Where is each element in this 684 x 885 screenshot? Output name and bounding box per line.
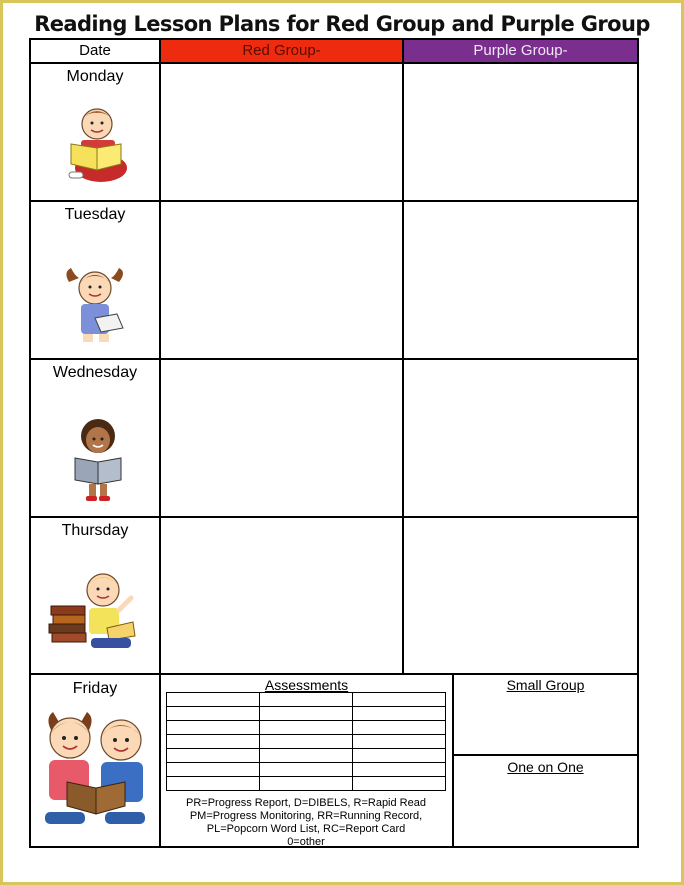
boy-books-icon bbox=[47, 570, 139, 654]
day-label-tuesday: Tuesday bbox=[64, 206, 126, 223]
date-header: Date bbox=[79, 42, 111, 59]
day-label-monday: Monday bbox=[66, 68, 124, 85]
girl-pigtails-reading-icon bbox=[61, 262, 131, 346]
day-label-friday: Friday bbox=[72, 680, 118, 697]
legend-line-2: PM=Progress Monitoring, RR=Running Record, bbox=[189, 810, 423, 822]
red-group-header: Red Group- bbox=[161, 40, 402, 62]
legend-line-3: PL=Popcorn Word List, RC=Report Card bbox=[206, 823, 406, 835]
girl-curly-reading-icon bbox=[69, 418, 127, 504]
lesson-plan-grid bbox=[29, 38, 639, 848]
two-kids-reading-icon bbox=[41, 700, 153, 832]
boy-reading-icon bbox=[63, 100, 131, 184]
assessments-table bbox=[166, 692, 446, 791]
legend-line-4: 0=other bbox=[287, 836, 325, 848]
page-title: Reading Lesson Plans for Red Group and Purple Group bbox=[34, 12, 650, 36]
one-on-one-title: One on One bbox=[507, 759, 584, 775]
legend-line-1: PR=Progress Report, D=DIBELS, R=Rapid Read bbox=[186, 797, 426, 809]
day-label-wednesday: Wednesday bbox=[52, 364, 138, 381]
day-label-thursday: Thursday bbox=[61, 522, 129, 539]
small-group-title: Small Group bbox=[506, 677, 585, 693]
purple-group-header: Purple Group- bbox=[404, 40, 637, 62]
assessment-legend bbox=[161, 797, 451, 849]
assessments-title: Assessments bbox=[264, 677, 349, 693]
